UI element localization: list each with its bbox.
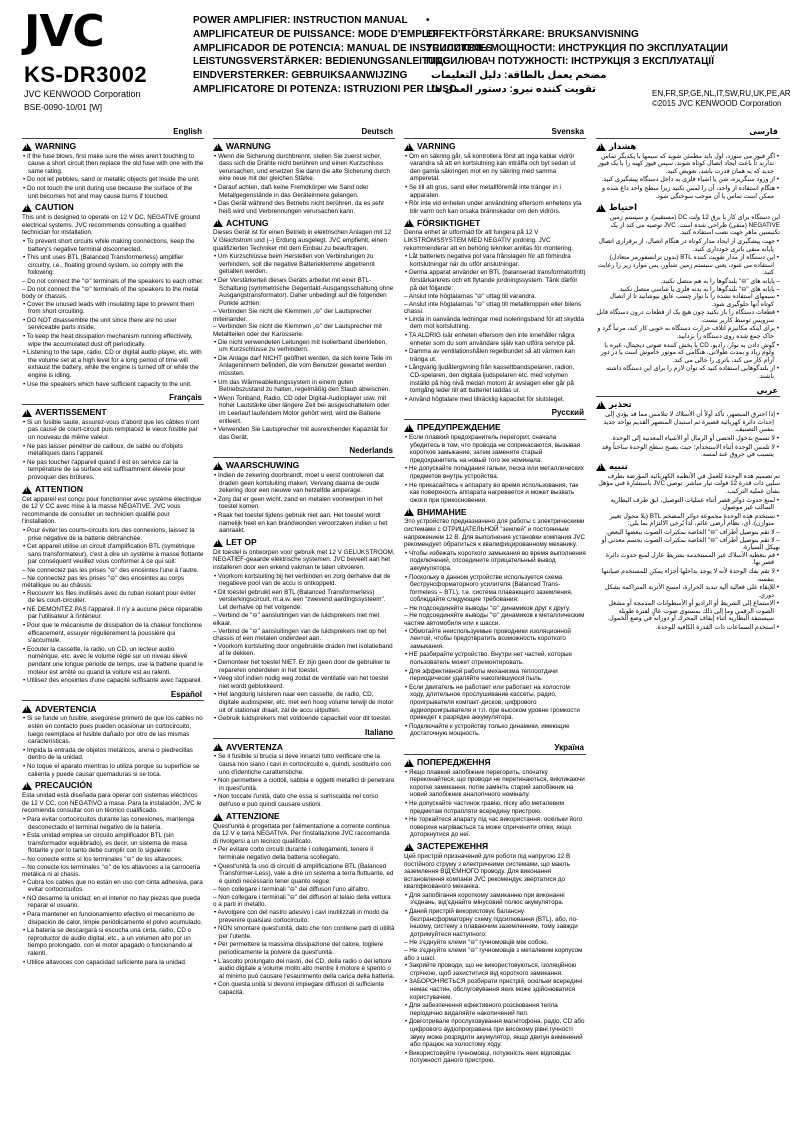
model-number: KS-DR3002 (24, 62, 148, 87)
warning-icon (404, 759, 414, 767)
caution-subitem: – پایانه های "⊖" بلندگوها را به بدنه فلزی یا شاسی متصل نکنید. (618, 285, 780, 293)
caution-item: • از بلندگوهایی استفاده کنید که توان لازم را برای این دستگاه داشته باشند. (596, 365, 780, 380)
title-line: LEISTUNGSVERSTÄRKER: BEDIENUNGSANLEITUNG (193, 56, 451, 68)
caution-item: • Dit toestel gebruikt een BTL (Balanced Transformerless) versterkingscircuit, m.a.w. een "zwevend aardingssysteem". Let derhalve op het volgende: (213, 589, 395, 612)
warning-heading (404, 424, 586, 432)
warning-item: • Не допускайте частинок гравію, піску або металевим предметам потрапляти всередину пристрою. (404, 800, 586, 815)
caution-item: • Recouvrir les files inutilisés avec du ruban isolant pour éviter de les court-circuiter. (22, 590, 204, 605)
caution-item: • To keep the heat dissipation mechanism running effectively, wipe the accumulated dust off periodically. (22, 333, 204, 348)
caution-item: • قم بتغطية الأسلاك غير المستخدمة بشريط عازل لمنع حدوث دائرة قصر بها. (596, 552, 780, 567)
caution-icon (404, 219, 414, 227)
caution-item: • Cubra los cables que no están en uso con cinta adhesiva, para evitar cortocircuitos. (22, 879, 204, 894)
caution-subitem: – Verbinden Sie nicht die Klemmen „⊖" der Lautsprecher mit Metallteilen oder der Karosserie. (213, 323, 382, 339)
warning-item: • Indien de zekering doorbrandt, moet u eerst controleren dat draden geen kortsluiting maken. Vervang daarna de oude zekering door een nieuwe van hetzelfde amperage. (213, 472, 395, 495)
language-heading: Svenska (404, 127, 586, 139)
caution-icon (22, 486, 32, 494)
warning-item: • Do not let pebbles, sand or metallic objects get inside the unit. (22, 176, 204, 184)
caution-subitem: – Не з'єднуйте клеми "⊖" гучномовців з металевим корпусом або з шасі. (404, 947, 583, 962)
warning-title: ADVERTENCIA (35, 703, 97, 714)
section-ar (596, 386, 780, 632)
caution-item: • Voorkom kortsluiting bij het verbinden en zorg derhalve dat de negatieve pool van de accu is ontkoppeld. (213, 573, 395, 588)
caution-subitem: – Не з'єднуйте клеми "⊖" гучномовців між собою. (404, 939, 549, 947)
caution-title: LET OP (226, 536, 257, 547)
lang-list: EN,FR,SP,GE,NL,IT,SW,RU,UK,PE,AR (652, 89, 791, 98)
section-ru (404, 408, 586, 738)
caution-item: • This unit uses BTL (Balanced Transformerless) amplifier circuitry, i.e., floating ground system, so comply with the following: (22, 254, 204, 277)
caution-intro: تم تصميم هذه الوحدة للعمل في الأنظمة الكهربائية المؤرضة بطرف سلبي ذات قدرة 12 فولت تيار مباشر. توصي JVC باستشارة فني مؤهل بشأن عملية التركيب. (598, 472, 780, 495)
warning-item: • Om en säkring går, så kontrollera först att inga kablar vidrör varandra så att en kortslutning kan inträffa och byt sedan ut den gamla säkringen mot en ny säkring med samma amperetal. (404, 153, 586, 183)
caution-heading (404, 843, 586, 851)
caution-item: • Если двигатель не работает или работает на холостом ходу, длительное прослушивание кассеты, радио, проигрывателя компакт-дисков, цифрового аудиопроигрывателя и т.п. при высоком уровне громкости приведет к разрядке аккумулятора. (404, 684, 586, 722)
caution-title: FÖRSIKTIGHET (417, 217, 481, 228)
caution-item: • Con questa unità si devono impiegare diffusori di sufficiente capacità. (213, 981, 395, 996)
title-line: POWER AMPLIFIER: INSTRUCTION MANUAL (193, 15, 408, 26)
caution-intro: Quest'unità è progettata per l'alimentazione a corrente continua da 12 V e terra NEGATIVA. Per l'installazione JVC raccomanda di rivolgersi a un tecnico qualificato. (213, 822, 390, 845)
warning-item: • Не торкайтеся апарату під час використання, оскільки його поверхня нагрівається та може спричинити опіки, якщо доторкнутися до неї. (404, 816, 586, 839)
caution-intro: Цей пристрій призначений для роботи під напругою 12 В постійного струму з електричними системами, що мають заземлення ВІД'ЄМНОГО проводу. Для виконання встановлення компанія JVC рекомендує звертатися до кваліфікованого механіка. (404, 852, 571, 891)
caution-item: • Um Kurzschlüsse beim Herstellen von Verbindungen zu verhindern, soll die negative Batterieklemme abgetrennt gehalten werden. (213, 253, 395, 276)
caution-item: • Per permettere la massima dissipazione del calore, togliere periodicamente la polvere da quest'unità. (213, 941, 395, 956)
warning-heading (213, 743, 395, 751)
caution-item: • Pour éviter les courts-circuits lors des connexions, laissez la prise négative de la batterie débranchée. (22, 527, 204, 542)
warning-item: • Ne pas laisser pénétrer de cailloux, de sable ou d'objets métalliques dans l'appareil. (22, 443, 204, 458)
warning-icon (22, 409, 32, 417)
caution-item: • قطعات دستگاه را باز نکنید چون هیچ یک از قطعات درون دستگاه قابل سرویس توسط کاربر نیست. (596, 309, 780, 324)
column-1 (22, 122, 204, 1130)
caution-title: ЗАСТЕРЕЖЕННЯ (417, 841, 489, 852)
warning-item: • Si un fusible saute, assurez-vous d'abord que les câbles n'ont pas causé de court-circuit puis remplacez le vieux fusible par un nouveau de même valeur. (22, 419, 204, 442)
caution-item: • To prevent short circuits while making connections, keep the battery's negative terminal disconnected. (22, 238, 204, 253)
section-fa (596, 127, 780, 381)
caution-item: • لمنع حدوث دوائر قصر أثناء عمليات التوصيل، ابق طرف البطارية السالب غير موصول. (596, 497, 780, 512)
section-en (22, 127, 204, 388)
caution-item: • Utilice altavoces con capacidad suficiente para la unidad. (22, 959, 204, 967)
title-line: AMPLIFICADOR DE POTENCIA: MANUAL DE INSTRUCCIONES (193, 42, 493, 54)
caution-item: • استخدم السماعات ذات القدرة الكافية للوحدة. (596, 624, 780, 632)
caution-item: • Verwenden Sie Lautsprecher mit ausreichender Kapazität für das Gerät. (213, 426, 395, 441)
caution-intro: Cet appareil est conçu pour fonctionner avec système électrique de 12 V CC avec mise à la masse NÉGATIVE. JVC vous recommande de consulter un technicien qualifié pour l'installation. (22, 495, 202, 526)
warning-item: • لا تلمس الوحدة أثناء الاستخدام؛ حيث يصبح سطح الوحدة ساخناً وقد يتسبب في حروق عند لمسه. (596, 444, 780, 459)
language-heading: فارسی (596, 127, 780, 139)
section-uk (404, 743, 586, 1065)
caution-item: • La batería se descargará si escucha una cinta, radio, CD o reproductor de audio digital, etc., a un volumen alto por un tiempo prolongado, con el motor apagado o funcionando al ralentí. (22, 927, 204, 957)
warning-icon (213, 462, 223, 470)
caution-item: • Demonteer het toestel NIET. Er zijn geen door de gebruiker te repareren onderdelen in het toestel. (213, 659, 395, 674)
title-line: EINDVERSTERKER: GEBRUIKSAANWIJZING (193, 70, 408, 82)
caution-item: • Het langdurig luisteren naar een cassette, de radio, CD, digitale audiospeler, etc. met een hoog volume terwijl de motor uit of stationair draait, zal de accu uitputten. (213, 691, 395, 714)
warning-item: • هنگام استفاده از واحد، آن را لمس نکنید زیرا سطح واحد داغ شده و ممکن است تماس با آن موجب سوختگی شود. (596, 185, 780, 200)
column-2 (213, 122, 395, 1130)
warning-heading (404, 756, 586, 767)
caution-subitem: – No conecte los terminales "⊖" de los altavoces a la carrocería metálica ni al chasis. (22, 863, 201, 879)
caution-item: • این دستگاه از مدار تقویت کننده BTL (بدون ترانسفورمر متعادل) استفاده می شود، یعنی سیستم زمین شناور، پس موارد زیر را رعایت کنید: (596, 254, 780, 277)
warning-item: • Не прикасайтесь к аппарату во время использования, так как поверхность аппарата нагревается и может вызвать ожоги при прикосновении. (404, 482, 586, 505)
caution-intro: Esta unidad está diseñada para operar con sistemas eléctricos de 12 V CC, con NEGATIVO a masa. Para la instalación, JVC le recomienda consultar con un técnico cualificado. (22, 792, 202, 815)
warning-heading (22, 409, 204, 417)
warning-item: • إذا احترق المنصهر، تأكد أولاً أن الأسلاك لا تتلامس مما قد يؤدي إلى إحداث دائرة كهربائية قصيرة ثم استبدل المنصهر القديم بواحد جديد بنفس التصنيف. (596, 411, 780, 434)
caution-item: • L'ascolto prolungato dei nastri, dei CD, della radio o del lettore audio digitale a volume molto alto mentre il motore è spento o al minimo può causare l'esaurimento della carica della batteria. (213, 958, 395, 981)
caution-item: • Обмотайте неиспользуемые проводники изоляционной лентой, чтобы предотвратить возможность короткого замыкания. (404, 628, 586, 651)
caution-item: • Långvarig ljudåtergivning från kassettbandspelaren, radion, CD-spelaren, den digitala ljudspelaren etc. med volymen inställd på hög nivå medan motorn är avslagen eller går på tomgång leder till att batteriet laddas ur. (404, 364, 586, 394)
warning-heading (22, 705, 204, 713)
warning-title: هشدار (609, 140, 637, 151)
caution-heading (22, 483, 204, 494)
warning-item: • Если плавкий предохранитель перегорит, сначала убедитесь в том, что провода не соприкасаются, вызывая короткое замыкание, затем замените старый предохранитель на новый того же номинала. (404, 434, 586, 464)
caution-item: • Даний пристрій використовує балансну безтрансформаторну схему підсилювання (BTL), або, по-іншому, систему з плаваючим заземленням, тому завжди дотримуйтеся наступного: (404, 908, 586, 938)
warning-item: • لا تسمح بدخول الحصى أو الرمال أو الأشياء المعدنية إلى الوحدة. (596, 435, 780, 443)
warning-item: • Zorg dat er geen wicht, zand en metalen voorwerpen in het toestel komen. (213, 496, 395, 511)
warning-heading (22, 140, 204, 151)
caution-item: • Avvolgere con del nastro adesivo i cavi inutilizzati in modo da prevenire qualsiasi cortocircuito. (213, 909, 395, 924)
warning-title: WAARSCHUWING (226, 460, 300, 471)
caution-subitem: – Verbind de "⊖" aansluitingen van de luidsprekers niet met elkaar. (213, 612, 380, 628)
header (0, 0, 802, 120)
caution-heading (213, 810, 395, 821)
caution-subitem: – لا تقم بتوصيل أطراف "⊖" الخاصة بمكبرات الصوت بجسم معدني أو بهيكل السيارة. (601, 536, 780, 552)
warning-item: • Darauf achten, daß keine Fremdkörper wie Sand oder Metallgegenstände in das Geräteinnere gelangen. (213, 184, 395, 199)
caution-icon (596, 463, 606, 471)
caution-item: • Використовуйте гучномовці, потужність яких відповідає потужності даного пристрою. (404, 1050, 586, 1065)
caution-icon (404, 843, 414, 851)
title-line: AMPLIFICATORE DI POTENZA: ISTRUZIONI PER L'USO (193, 83, 457, 95)
caution-item: • Для запобігання короткому замиканню при виконанні з'єднань, від'єднайте мінусовий полюс акумулятора. (404, 892, 586, 907)
caution-item: • Para mantener en funcionamiento efectivo el mecanismo de disipación de calor, limpie periódicamente el polvo acumulado. (22, 911, 204, 926)
caution-icon (404, 508, 414, 516)
caution-heading (22, 782, 204, 790)
caution-subitem: – Do not connect the "⊖" terminals of the speakers to each other. (22, 277, 204, 285)
caution-item: • Довготривале прослуховування магнітофона, радіо, CD або цифрового аудіопрогравача при високому рівні гучності звуку може розрядити акумулятор, якщо двигун вимкнений або працює на холостому ходу. (404, 1018, 586, 1048)
warning-item: • اگر فیوز می سوزد، اول باید مطمئن شوید که سیمها با یکدیگر تماس ندارند تا باعث ایجاد اتصال کوتاه شوند، سپس فیوز کهنه را با یک فیوز جدید که به همان قدرت باشد، تعویض کنید. (596, 153, 780, 176)
warning-heading (596, 401, 780, 409)
caution-icon (22, 204, 32, 212)
warning-item: • Raak het toestel tijdens gebruik niet aan. Het toestel wordt namelijk heet en kan brandwonden veroorzaken indien u het aanraakt. (213, 512, 395, 535)
warning-title: تحذير (609, 399, 632, 410)
caution-item: • الاستماع إلى الشريط أو الراديو أو الأسطوانات المدمجة أو مشغل الصوت الرقمي وما إلى ذلك بمستوى صوت عالٍ لفترة طويلة سيستنفد البطارية أثناء إيقاف المحرك أو دورانه في وضع الخمول. (596, 600, 780, 623)
caution-item: • جهت پیشگیری از ایجاد مدار کوتاه در هنگام اتصال، از برقراری اتصال پایانه منفی باتری خودداری کنید. (596, 238, 780, 253)
caution-heading (22, 204, 204, 212)
caution-item: • Para evitar cortocircuitos durante las conexiones, mantenga desconectado el terminal negativo de la batería. (22, 816, 204, 831)
warning-item: • Do not touch the unit during use because the surface of the unit becomes hot and may cause burns if touched. (22, 185, 204, 200)
caution-item: • Поскольку в данном устройстве используется схема беструнсформаторного усилителя (Balanced Trans-formeless – BTL), т.е. система плавающего заземления, соблюдайте следующие требования: (404, 574, 586, 604)
title-line: • EFFEKTFÖRSTÄRKARE: BRUKSANVISNING (426, 28, 639, 40)
caution-item: • سیمهای استفاده نشده را با نوار چسب عایق بپوشانید تا از اتصال کوتاه آنها جلوگیری شود. (596, 293, 780, 308)
caution-item: • Wenn Tonband, Radio, CD oder Digital-Audioplayer usw. mit hoher Lautstärke über längere Zeit bei ausgeschaltetem oder im Leerlauf laufendem Motor gehört wird, wird die Batterie entleert. (213, 395, 395, 425)
caution-item: • Per evitare corto circuiti durante i collegamenti, tenere il terminale negativo della batteria scollegato. (213, 846, 395, 861)
warning-title: WARNUNG (226, 140, 271, 151)
title-line: مضخم يعمل بالطاقة: دليل التعليمات (431, 70, 607, 82)
warning-item: • Se till att grus, sand eller metallföremål inte tränger in i apparaten. (404, 184, 586, 199)
title-line: ПІДСИЛЮВАЧ ПОТУЖНОСТІ: ІНСТРУКЦІЯ З ЕКСПЛУАТАЦІЇ (426, 56, 714, 68)
warning-title: ПОПЕРЕДЖЕННЯ (417, 756, 491, 767)
warning-item: • If the fuse blows, first make sure the wires aren't touching to cause a short circuit then replace the old fuse with one with the same rating. (22, 153, 204, 176)
caution-item: • Esta unidad emplea un circuito amplificador BTL (sin transformador equilibrado), es decir, un sistema de masa flotante y por lo tanto debe cumplir con lo siguiente: (22, 832, 204, 855)
caution-heading (213, 536, 395, 547)
brand-logo: JVC (24, 6, 104, 57)
caution-item: • Gebruik luidsprekers met voldoende capaciteit voor dit toestel. (213, 715, 395, 723)
warning-heading (213, 140, 395, 151)
caution-title: CAUTION (35, 202, 74, 213)
caution-item: • Linda in oanvända ledningar med isoleringsband för att skydda dem mot kortslutning. (404, 316, 586, 331)
caution-subitem: – Non collegare i terminali "⊖" dei diffusori l'uno all'altro. (213, 886, 370, 894)
caution-item: • Die Anlage darf NICHT geöffnet werden, da sich keine Teile im Anlageninnern befinden, die vom Benutzer gewartet werden müssten. (213, 355, 395, 378)
warning-item: • Якщо плавкий запобіжник перегорить, спочатку переконайтеся, що проводи не перетинаються, викликаючи коротке замикання, потім замініть старий запобіжник на новий запобіжник аналогічного номіналу. (404, 769, 586, 799)
caution-item: • NO desarme la unidad; en el interior no hay piezas que pueda reparar el usuario. (22, 895, 204, 910)
warning-icon (213, 143, 223, 151)
caution-item: • Quest'unità fa uso di circuiti di amplificazione BTL (Balanced Transformer-Less), vale a dire un sistema a terra fluttuante, ed è quindi necessario tener quanto segue: (213, 863, 395, 886)
caution-item: • Damma av ventilationshålen regelbundet så att värmen kan tränga ut. (404, 348, 586, 363)
warning-item: • Se il fusibile si brucia si deve innanzi tutto verificare che la causa non siano i cavi in cortocircuito e, quindi, sostituirlo con uno d'identiche caratteristiche. (213, 753, 395, 776)
warning-icon (22, 705, 32, 713)
warning-item: • Ne pas toucher l'appareil quand il est en service car la température de sa surface est suffisamment élevée pour provoquer des brûlures. (22, 459, 204, 482)
language-heading: Italiano (213, 728, 395, 740)
caution-icon (213, 219, 223, 227)
warning-item: • Das Gerät während des Betriebs nicht berühren, da es sehr heiß wird und Verbrennungen verursachen kann. (213, 200, 395, 215)
caution-item: • Cet appareil utilise un circuit d'amplification BTL (symétrique sans transformateur), c'est à dire un système à masse flottante par conséquent veuillez vous conformer à ce qui suit: (22, 543, 204, 566)
caution-item: • گوش دادن به نوار، رادیو، CD یا پخش کننده صوتی دیجیتال، غیره با ولوم زیاد و بمدت طولانی، هنگامی که موتور خاموش است یا در دور آرام کار می کند، باتری را خالی می کند. (596, 342, 780, 365)
caution-item: • Чтобы избежать короткого замыкания во время выполнения подключений, отсоедините отрицательный вывод аккумулятора. (404, 550, 586, 573)
caution-subitem: – لا تقم بتوصيل أطراف "⊖" الخاصة بمكبرات الصوت ببعضها البعض. (605, 528, 780, 536)
caution-intro: Dit toestel is ontworpen voor gebruik met 12 V GELIJKSTROOM, NEGATIEF-geaarde elektrische systemen. JVC beveelt aan het installeren door een erkend vakman te laten uitvoeren. (213, 548, 395, 571)
warning-title: VARNING (417, 140, 456, 151)
caution-item: • تستخدم هذه الوحدة مجموعة دوائر المضخم BTL (بلا محول تغيير متوازن)، أي، نظام أرضي عائم، لذا يُرجى الالتزام بما يلي: (596, 513, 780, 528)
caution-item: • Um das Wärmeableitungssystem in einem guten Betriebszustand zu halten, regelmäßig den Staub abwischen. (213, 379, 395, 394)
caution-item: • Для забезпечення ефективного розсіювання тепла періодично видаляйте накопичений пил. (404, 1002, 586, 1017)
language-heading: Français (22, 393, 204, 405)
column-3 (404, 122, 586, 1130)
language-heading: Deutsch (213, 127, 395, 139)
caution-subitem: – Ne connectez pas les prises "⊖" des enceintes l'une à l'autre. (22, 566, 199, 574)
caution-title: ВНИМАНИЕ (417, 506, 467, 517)
warning-heading (596, 140, 780, 151)
caution-title: ATTENTION (35, 483, 84, 494)
title-line: AMPLIFICATEUR DE PUISSANCE: MODE D'EMPLOI (193, 28, 439, 40)
corporation: JVC KENWOOD Corporation (24, 89, 141, 99)
caution-heading (596, 460, 780, 471)
caution-item: • Der Verstärkerteil dieses Geräts arbeitet mit einer BTL-Schaltung (symmetrische Gegentakt-Ausgangsschaltung ohne Ausgangstransformator). Daher unbedingt auf die folgenden Punkte achten: (213, 277, 395, 307)
warning-icon (404, 143, 414, 151)
caution-item: • Для эффективной работы механизма теплоотдачи периодически удаляйте накопившуюся пыль. (404, 668, 586, 683)
caution-subitem: – Anslut inte högtalarnas "⊖" uttag till metallkroppen eller bilens chassi. (404, 300, 582, 316)
caution-title: ACHTUNG (226, 217, 269, 228)
caution-intro: Dieses Gerät ist für einen Betrieb in elektrischen Anlagen mit 12 V Gleichstrom und (–) Erdung ausgelegt. JVC empfiehlt, einen qualifizierten Techniker mit dem Einbau zu beauftragen. (213, 229, 392, 252)
language-heading: Русский (404, 408, 586, 420)
caution-item: • Закрийте проводи, що не використовуються, ізоляційною стрічкою, щоб захиститися від короткого замикання. (404, 962, 586, 977)
caution-item: • Die nicht verwendeten Leitungen mit Isolierband überkleben, um Kurzschlüsse zu verhindern. (213, 339, 395, 354)
caution-item: • لا تقم بفك الوحدة لأنه لا يوجد بداخلها أجزاء يمكن للمستخدم صيانتها بنفسه. (596, 568, 780, 583)
caution-item: • Подключайте к устройству только динамики, имеющие достаточную мощность. (404, 723, 586, 738)
section-it (213, 728, 395, 997)
warning-item: • No toque el aparato mientras lo utiliza porque su superficie se calienta y puede causar quemaduras si se toca. (22, 763, 204, 778)
caution-intro: Это устройство предназначено для работы с электрическими системами с ОТРИЦАТЕЛЬНОЙ "землей" и постоянным напряжением 12 В. Для выполнения установки компания JVC рекомендует обратиться к квалифицированному механику. (404, 518, 586, 549)
caution-item: • ЗАБОРОНЯЄТЬСЯ розбирати пристрій, оскільки всередині немає частин, обслуговування яких може здійснюватися користувачем. (404, 978, 586, 1001)
caution-title: PRECAUCIÓN (35, 780, 93, 791)
warning-icon (596, 401, 606, 409)
section-nl (213, 446, 395, 722)
warning-title: AVERTISSEMENT (35, 407, 107, 418)
language-heading: Nederlands (213, 446, 395, 458)
caution-item: • للإبقاء على فعالية آلية تبديد الحرارة، امسح الأتربة المتراكمة بشكل دوري. (596, 584, 780, 599)
warning-icon (596, 143, 606, 151)
caution-icon (213, 539, 223, 547)
caution-item: • Använd högtalare med tillräcklig kapacitet för slutsteget. (404, 396, 586, 404)
caution-title: ATTENZIONE (226, 810, 280, 821)
caution-subitem: – پایانه های "⊖" بلندگوها را به هم متصل نکنید. (660, 277, 780, 285)
caution-item: • Pour que le mécanisme de dissipation de la chaleur fonctionne efficacement, essuyer régulièrement la poussière qui s'accumule. (22, 622, 204, 645)
caution-intro: This unit is designed to operate on 12 V DC, NEGATIVE ground electrical systems. JVC recommends consulting a qualified technician for installation. (22, 214, 201, 237)
caution-item: • TA ALDRIG isär enheten eftersom den inte innehåller några enheter som du som användare själv kan utföra service på. (404, 332, 586, 347)
caution-subitem: – Verbind de "⊖" aansluitingen van de luidsprekers niet op het chassis of een metalen onderdeel aan. (213, 627, 387, 643)
caution-heading (596, 204, 780, 212)
caution-title: احتیاط (609, 202, 637, 213)
warning-title: AVVERTENZA (226, 741, 283, 752)
titles-right (425, 14, 728, 97)
caution-item: • Voorkom kortsluiting door ongebruikte draden met isolatieband af te dekken. (213, 643, 395, 658)
title-line: УСИЛИТЕЛЬ МОЩНОСТИ: ИНСТРУКЦИЯ ПО ЭКСПЛУАТАЦИИ (426, 42, 728, 54)
column-4 (596, 122, 780, 1130)
warning-item: • Non permettere a ciottoli, sabbia e oggetti metallici di penetrare in quest'unità. (213, 777, 395, 792)
caution-icon (22, 782, 32, 790)
caution-item: • Ecouter la cassette, la radio, un CD, un lecteur audio numérique, etc. avec le volume réglé sur un niveau élevé pendant une longue période de temps, use la batterie quand le moteur est arrêté ou quand la voiture est au ralenti. (22, 646, 204, 676)
caution-heading (213, 219, 395, 227)
warning-heading (213, 462, 395, 470)
caution-subitem: – Не подсоединяйте выводы "⊖" динамиков к металлическим частям автомобиля или к шасси. (404, 612, 585, 628)
language-heading: English (22, 127, 204, 139)
caution-heading (404, 219, 586, 227)
caution-item: • NON smontare quest'unità, dato che non contiene parti di utilità per l'utente. (213, 925, 395, 940)
caution-item: • Listening to the tape, radio, CD or digital audio player, etc. with the volume set at a high level for a long period of time will exhaust the battery, while the engine is turned off or while the engine is idling. (22, 349, 204, 379)
caution-item: • Denna apparat använder en BTL (balanserad transformatorfritt) förstärkarkrets och ett flytande jordningssystem. Tänk därför på det följande: (404, 269, 586, 292)
caution-icon (213, 813, 223, 821)
caution-heading (404, 508, 586, 516)
caution-subitem: – Do not connect the "⊖" terminals of the speakers to the metal body or chassis. (22, 285, 199, 301)
caution-item: • DO NOT disassemble the unit since there are no user serviceable parts inside. (22, 317, 204, 332)
language-heading: Україна (404, 743, 586, 755)
section-es (22, 690, 204, 966)
caution-subitem: – Anslut inte högtalarnas "⊖" uttag till varandra. (404, 293, 537, 301)
warning-title: ПРЕДУПРЕЖДЕНИЕ (417, 422, 501, 433)
caution-item: • Use the speakers which have sufficient capacity to the unit. (22, 381, 204, 389)
caution-subitem: – Verbinden Sie nicht die Klemmen „⊖" der Lautsprecher miteinander. (213, 308, 372, 323)
caution-item: • Utilisez des enceintes d'une capacité suffisante avec l'appareil. (22, 677, 204, 685)
copyright: ©2015 JVC KENWOOD Corporation (652, 99, 782, 108)
warning-icon (213, 743, 223, 751)
warning-item: • Rör inte vid enheten under användning eftersom enhetens yta blir varm och kan orsaka brännskador om den vidrörs. (404, 200, 586, 215)
warning-item: • Non toccate l'unità, dato che essa si surriscalda nel corso dell'uso e può quindi causare ustioni. (213, 793, 395, 808)
caution-icon (596, 204, 606, 212)
document-code: BSE-0090-10/01 [W] (24, 102, 102, 112)
warning-title: WARNING (35, 140, 77, 151)
warning-item: • Impida la entrada de objetos metálicos, arena o piedrecillas dentro de la unidad. (22, 747, 204, 762)
warning-item: • Не допускайте попадания гальки, песка или металлических предметов внутрь устройства. (404, 465, 586, 480)
caution-subitem: – No conecte entre sí los terminales "⊖" de los altavoces. (22, 855, 183, 863)
section-de (213, 127, 395, 441)
caution-item: • برای اینکه مکانیزم اتلاف حرارت دستگاه به خوبی کار کند، مرتباً گرد و خاک جمع شده روی دستگاه را بزدایید. (596, 325, 780, 340)
caution-item: • NE DEMONTEZ PAS l'appareil. Il n'y a aucune pièce réparable par l'utilisateur à l'intérieur. (22, 606, 204, 621)
caution-intro: این دستگاه برای کار با برق 12 ولت DC (مستقیم)، و سیستم زمین NEGATIVE (منفی) طراحی شده است. JVC توصیه می کند از یک تکنیسین ماهر جهت نصب استفاده کنید. (609, 214, 780, 237)
language-heading: عربي (596, 386, 780, 398)
warning-item: • از ورود سنگریزه، شن یا اشیاء فلزی به داخل دستگاه پیشگیری کنید. (596, 176, 780, 184)
caution-subitem: – Не подсоединяйте выводы "⊖" динамиков друг к другу. (404, 604, 571, 612)
language-heading: Español (22, 690, 204, 702)
caution-subitem: – Ne connectez pas les prises "⊖" des enceintes au corps métallique ou au châssis. (22, 574, 185, 590)
warning-icon (404, 424, 414, 432)
caution-intro: Denna enhet är utformad för att fungera på 12 V LIKSTRÖMSSYSTEM MED NEGATIV jordning. JVC rekommenderar att en behörig tekniker anlitas för montering. (404, 229, 574, 252)
section-fr (22, 393, 204, 685)
warning-icon (22, 143, 32, 151)
warning-heading (404, 140, 586, 151)
section-sv (404, 127, 586, 403)
warning-item: • Wenn die Sicherung durchbrennt, stellen Sie zuerst sicher, dass sich die Drähte nicht berühren und einen Kurzschluss verursachen, und ersetzen Sie dann die alte Sicherung durch eine neue mit der gleichen Stärke. (213, 153, 395, 183)
title-line: تقویت کننده نیرو: دستور العمل ها (431, 83, 596, 95)
caution-item: • НЕ разбирайте устройство. Внутри нет частей, которые пользователь может отремонтировать. (404, 651, 586, 666)
caution-item: • Veeg stof indien nodig weg zodat de ventilatie van het toestel niet wordt geblokkeerd. (213, 675, 395, 690)
language-codes (652, 89, 791, 109)
caution-subitem: – Non collegare i terminali "⊖" dei diffusori al telaio della vettura o a parti in metallo. (213, 893, 391, 909)
caution-item: • Låt batteriets negativa pol vara frånslagen för att förhindra kortslutningar när du utför anslutningar. (404, 253, 586, 268)
warning-item: • Si se funde un fusible, asegúrese primero de que los cables no estén en contacto pues pueden ocasionar un cortocircuito, luego reemplace el fusible dañado por otro de las mismas características. (22, 715, 204, 745)
caution-item: • Cover the unused leads with insulating tape to prevent them from short circuiting. (22, 301, 204, 316)
caution-title: تنبيه (609, 460, 628, 471)
